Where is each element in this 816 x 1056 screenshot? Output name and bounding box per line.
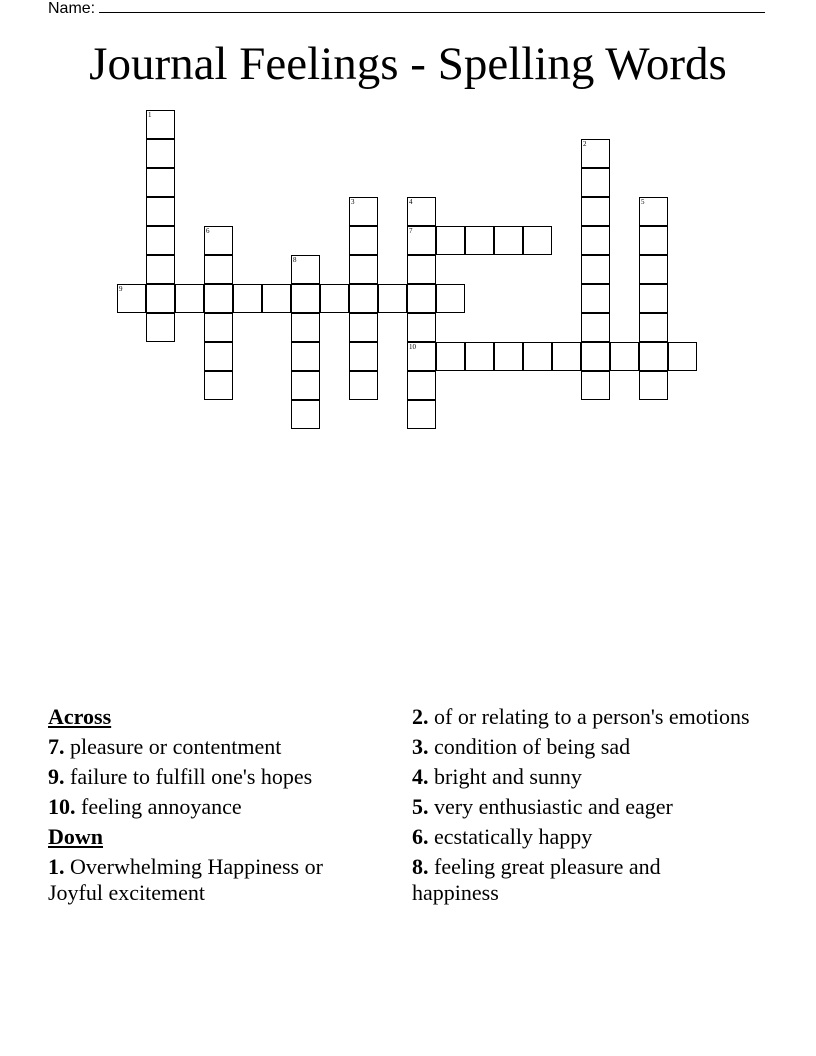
crossword-cell[interactable]	[581, 371, 610, 400]
clues-left-column	[48, 704, 378, 910]
crossword-cell[interactable]	[552, 342, 581, 371]
crossword-cell[interactable]	[262, 284, 291, 313]
crossword-cell[interactable]	[204, 313, 233, 342]
clue-item	[412, 734, 752, 760]
clue-item	[412, 824, 752, 850]
clue-item-number: 5.	[412, 794, 429, 819]
crossword-cell[interactable]	[320, 284, 349, 313]
crossword-cell[interactable]	[204, 255, 233, 284]
clues-right-column	[412, 704, 752, 910]
crossword-cell[interactable]	[581, 313, 610, 342]
crossword-grid	[0, 0, 816, 440]
crossword-cell[interactable]	[204, 284, 233, 313]
crossword-cell[interactable]	[349, 255, 378, 284]
crossword-cell[interactable]	[349, 284, 378, 313]
crossword-cell[interactable]	[581, 342, 610, 371]
crossword-cell[interactable]	[291, 342, 320, 371]
clue-item	[48, 734, 378, 760]
crossword-cell[interactable]	[581, 226, 610, 255]
clue-item-number: 6.	[412, 824, 429, 849]
across-heading: Across	[48, 704, 112, 729]
crossword-cell[interactable]	[146, 168, 175, 197]
crossword-cell[interactable]	[204, 226, 233, 255]
crossword-cell[interactable]	[581, 168, 610, 197]
crossword-cell[interactable]	[465, 342, 494, 371]
crossword-cell[interactable]	[117, 284, 146, 313]
crossword-cell[interactable]	[291, 284, 320, 313]
crossword-cell[interactable]	[146, 139, 175, 168]
crossword-cell[interactable]	[349, 342, 378, 371]
crossword-cell[interactable]	[407, 400, 436, 429]
crossword-cell[interactable]	[146, 255, 175, 284]
clue-item-text: Overwhelming Happiness or Joyful excitement	[48, 854, 323, 905]
crossword-cell[interactable]	[146, 226, 175, 255]
crossword-cell[interactable]	[465, 226, 494, 255]
crossword-cell[interactable]	[291, 400, 320, 429]
crossword-cell[interactable]	[581, 255, 610, 284]
clue-item	[48, 764, 378, 790]
crossword-cell[interactable]	[146, 197, 175, 226]
crossword-cell[interactable]	[146, 110, 175, 139]
crossword-cell[interactable]	[639, 371, 668, 400]
clue-item	[412, 704, 752, 730]
clue-item-text: feeling annoyance	[75, 794, 242, 819]
crossword-cell[interactable]	[291, 313, 320, 342]
crossword-cell[interactable]	[639, 342, 668, 371]
clue-item	[48, 794, 378, 820]
clue-number: 8	[293, 256, 297, 264]
crossword-cell[interactable]	[291, 371, 320, 400]
crossword-cell[interactable]	[378, 284, 407, 313]
crossword-cell[interactable]	[349, 313, 378, 342]
crossword-cell[interactable]	[639, 226, 668, 255]
crossword-cell[interactable]	[407, 226, 436, 255]
crossword-cell[interactable]	[581, 284, 610, 313]
crossword-cell[interactable]	[436, 226, 465, 255]
crossword-cell[interactable]	[233, 284, 262, 313]
down-heading: Down	[48, 824, 104, 849]
crossword-cell[interactable]	[175, 284, 204, 313]
clue-number: 3	[351, 198, 355, 206]
crossword-cell[interactable]	[146, 313, 175, 342]
clue-item	[412, 794, 752, 820]
clue-number: 1	[148, 111, 152, 119]
clue-item-text: very enthusiastic and eager	[428, 794, 673, 819]
clue-item	[412, 764, 752, 790]
clue-item	[412, 854, 752, 906]
crossword-cell[interactable]	[407, 342, 436, 371]
crossword-cell[interactable]	[204, 342, 233, 371]
clue-number: 5	[641, 198, 645, 206]
crossword-cell[interactable]	[523, 226, 552, 255]
crossword-cell[interactable]	[494, 342, 523, 371]
clue-item-text: ecstatically happy	[428, 824, 593, 849]
clue-item-text: bright and sunny	[428, 764, 582, 789]
clue-number: 6	[206, 227, 210, 235]
clue-item-text: pleasure or contentment	[64, 734, 282, 759]
crossword-cell[interactable]	[146, 284, 175, 313]
crossword-cell[interactable]	[349, 371, 378, 400]
crossword-cell[interactable]	[494, 226, 523, 255]
crossword-cell[interactable]	[639, 284, 668, 313]
crossword-cell[interactable]	[581, 139, 610, 168]
crossword-cell[interactable]	[581, 197, 610, 226]
crossword-cell[interactable]	[639, 255, 668, 284]
crossword-cell[interactable]	[291, 255, 320, 284]
clue-item-number: 1.	[48, 854, 65, 879]
crossword-cell[interactable]	[407, 197, 436, 226]
clue-item-text: of or relating to a person's emotions	[428, 704, 750, 729]
clue-item-number: 7.	[48, 734, 65, 759]
clue-item-text: condition of being sad	[428, 734, 631, 759]
crossword-cell[interactable]	[523, 342, 552, 371]
clue-number: 2	[583, 140, 587, 148]
clue-item-text: feeling great pleasure and happiness	[412, 854, 661, 905]
crossword-cell[interactable]	[407, 371, 436, 400]
name-label: Name:	[48, 0, 96, 17]
clue-number: 9	[119, 285, 123, 293]
clue-item-number: 9.	[48, 764, 65, 789]
crossword-cell[interactable]	[436, 342, 465, 371]
crossword-cell[interactable]	[204, 371, 233, 400]
crossword-cell[interactable]	[639, 313, 668, 342]
clue-item-number: 8.	[412, 854, 429, 879]
crossword-cell[interactable]	[639, 197, 668, 226]
crossword-cell[interactable]	[610, 342, 639, 371]
crossword-cell[interactable]	[407, 255, 436, 284]
clue-item-text: failure to fulfill one's hopes	[64, 764, 313, 789]
page-title: Journal Feelings - Spelling Words	[89, 38, 727, 90]
clue-item-number: 4.	[412, 764, 429, 789]
crossword-cell[interactable]	[349, 226, 378, 255]
clue-number: 4	[409, 198, 413, 206]
clue-item	[48, 854, 378, 906]
clue-item-number: 10.	[48, 794, 76, 819]
clue-number: 7	[409, 227, 413, 235]
crossword-cell[interactable]	[436, 284, 465, 313]
crossword-cell[interactable]	[407, 284, 436, 313]
clue-number: 10	[409, 343, 416, 351]
crossword-cell[interactable]	[407, 313, 436, 342]
crossword-cell[interactable]	[668, 342, 697, 371]
clue-item-number: 2.	[412, 704, 429, 729]
crossword-cell[interactable]	[349, 197, 378, 226]
clue-item-number: 3.	[412, 734, 429, 759]
